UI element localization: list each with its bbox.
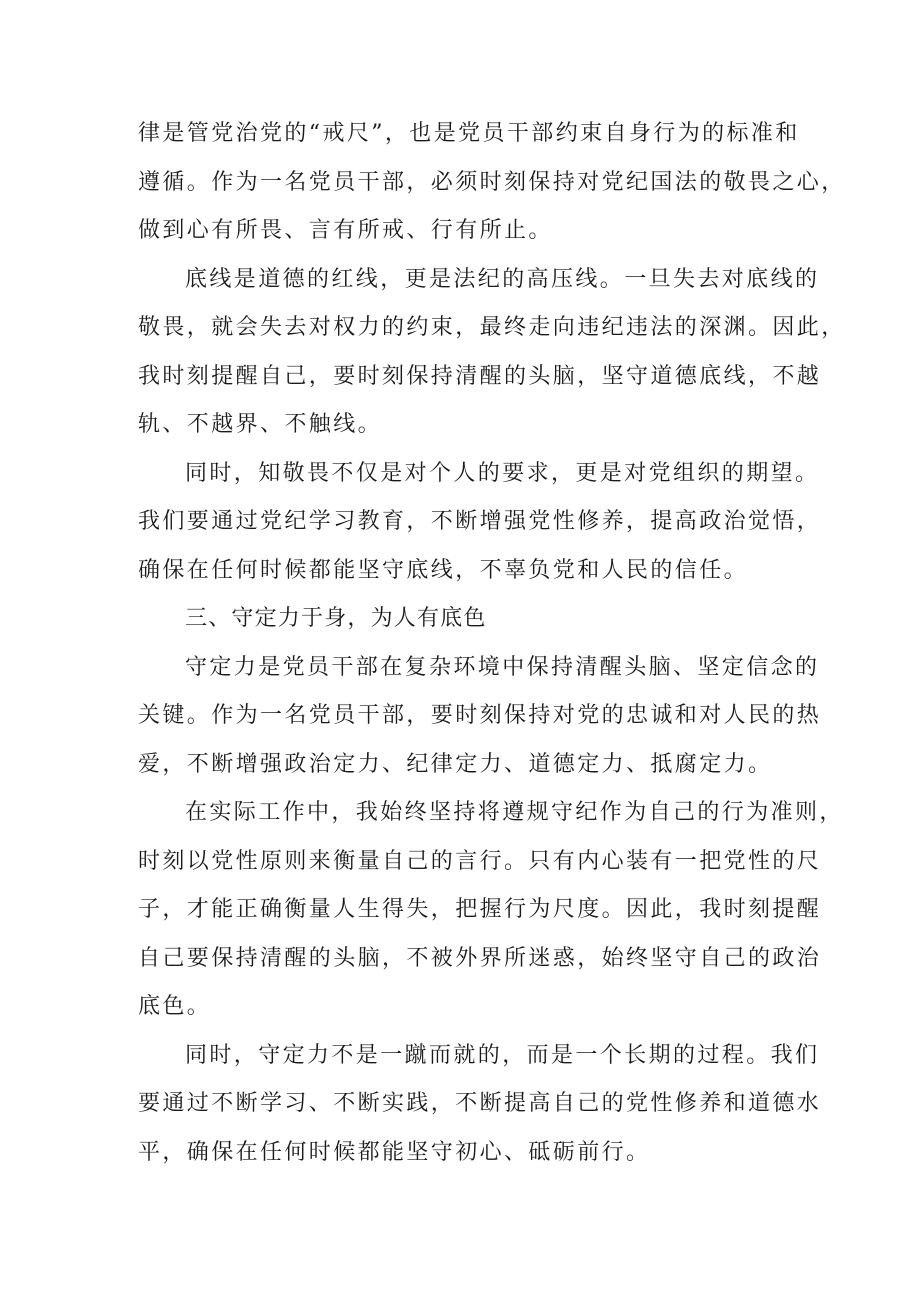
paragraph-line: 确保在任何时候都能坚守底线，不辜负党和人民的信任。 bbox=[138, 557, 749, 583]
paragraph-line: 平，确保在任何时候都能坚守初心、砥砺前行。 bbox=[138, 1139, 651, 1165]
document-body bbox=[138, 110, 846, 1177]
paragraph-line: 守定力是党员干部在复杂环境中保持清醒头脑、坚定信念的 bbox=[185, 654, 820, 680]
paragraph-line: 要通过不断学习、不断实践，不断提高自己的党性修养和道德水 bbox=[138, 1091, 822, 1116]
paragraph-line: 子，才能正确衡量人生得失，把握行为尺度。因此，我时刻提醒 bbox=[138, 897, 822, 922]
paragraph-line: 爱，不断增强政治定力、纪律定力、道德定力、抵腐定力。 bbox=[138, 751, 773, 777]
paragraph-line: 在实际工作中，我始终坚持将遵规守纪作为自己的行为准则， bbox=[185, 800, 844, 825]
paragraph-line: 时刻以党性原则来衡量自己的言行。只有内心装有一把党性的尺 bbox=[138, 848, 822, 874]
paragraph-line: 底线是道德的红线，更是法纪的高压线。一旦失去对底线的 bbox=[185, 266, 820, 292]
paragraph-line: 遵循。作为一名党员干部，必须时刻保持对党纪国法的敬畏之心， bbox=[138, 169, 846, 195]
paragraph-line: 律是管党治党的“戒尺”，也是党员干部约束自身行为的标准和 bbox=[138, 121, 800, 146]
paragraph-line: 我时刻提醒自己，要时刻保持清醒的头脑，坚守道德底线，不越 bbox=[138, 363, 822, 389]
paragraph-line: 同时，知敬畏不仅是对个人的要求，更是对党组织的期望。 bbox=[185, 460, 820, 486]
paragraph-line: 敬畏，就会失去对权力的约束，最终走向违纪违法的深渊。因此， bbox=[138, 315, 846, 340]
paragraph-line: 轨、不越界、不触线。 bbox=[138, 412, 383, 437]
paragraph-line: 关键。作为一名党员干部，要时刻保持对党的忠诚和对人民的热 bbox=[138, 703, 822, 728]
section-heading: 三、守定力于身，为人有底色 bbox=[185, 606, 487, 631]
paragraph-line: 自己要保持清醒的头脑，不被外界所迷惑，始终坚守自己的政治 bbox=[138, 945, 822, 971]
paragraph-line: 我们要通过党纪学习教育，不断增强党性修养，提高政治觉悟， bbox=[138, 509, 822, 534]
paragraph-line: 底色。 bbox=[138, 994, 212, 1019]
paragraph-line: 同时，守定力不是一蹴而就的，而是一个长期的过程。我们 bbox=[185, 1042, 820, 1068]
paragraph-line: 做到心有所畏、言有所戒、行有所止。 bbox=[138, 218, 553, 243]
